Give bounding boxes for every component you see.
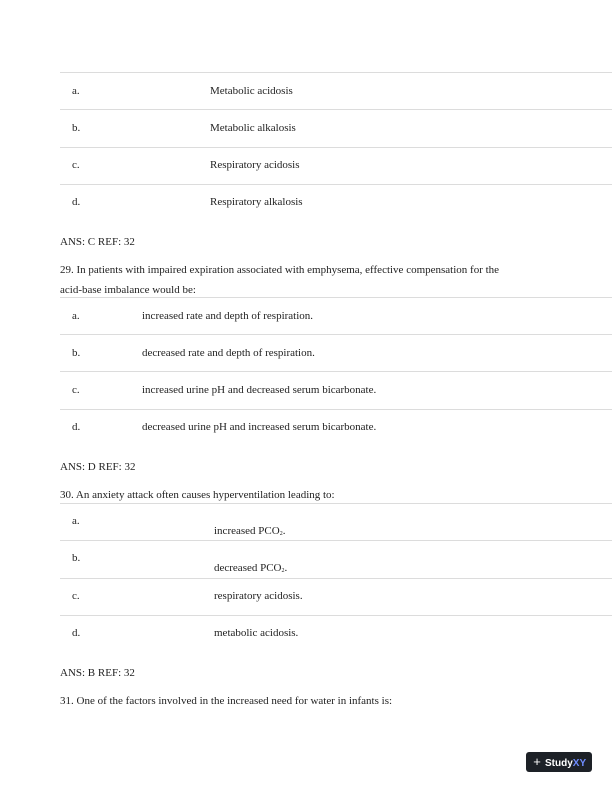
- divider: [60, 503, 612, 504]
- divider: [60, 409, 612, 410]
- divider: [60, 297, 612, 298]
- divider: [60, 371, 612, 372]
- option-text: increased urine pH and decreased serum bicarbonate.: [142, 384, 377, 396]
- option-text: Respiratory acidosis: [210, 159, 300, 171]
- option-text: Metabolic alkalosis: [210, 122, 296, 134]
- answer-line: ANS: C REF: 32: [60, 236, 135, 248]
- option-text-end: .: [284, 562, 288, 574]
- divider: [60, 72, 612, 73]
- divider: [60, 540, 612, 541]
- option-letter: d.: [72, 627, 81, 639]
- option-letter: c.: [72, 590, 80, 602]
- option-text-main: decreased PCO: [214, 562, 282, 574]
- divider: [60, 184, 612, 185]
- option-letter: a.: [72, 310, 80, 322]
- studyxy-badge[interactable]: [526, 752, 592, 772]
- option-letter: d.: [72, 421, 81, 433]
- option-text: metabolic acidosis.: [214, 627, 299, 639]
- question-text: 31. One of the factors involved in the increased need for water in infants is:: [60, 695, 393, 707]
- option-letter: d.: [72, 196, 81, 208]
- plus-icon: +: [533, 754, 541, 769]
- subscript: 2: [279, 531, 283, 537]
- option-letter: b.: [72, 552, 81, 564]
- question-text: 30. An anxiety attack often causes hyperventilation leading to:: [60, 489, 335, 501]
- brand-name-main: Study: [545, 758, 573, 769]
- option-text: decreased urine pH and increased serum bicarbonate.: [142, 421, 377, 433]
- option-text: respiratory acidosis.: [214, 590, 303, 602]
- option-letter: b.: [72, 122, 81, 134]
- option-letter: c.: [72, 384, 80, 396]
- question-text-continued: acid-base imbalance would be:: [60, 284, 196, 296]
- option-letter: a.: [72, 85, 80, 97]
- option-text: Metabolic acidosis: [210, 85, 293, 97]
- option-text: decreased rate and depth of respiration.: [142, 347, 315, 359]
- option-letter: a.: [72, 515, 80, 527]
- option-letter: c.: [72, 159, 80, 171]
- question-text: 29. In patients with impaired expiration associated with emphysema, effective compensation for the: [60, 264, 500, 276]
- option-text-end: .: [282, 525, 286, 537]
- option-text: [214, 524, 285, 541]
- divider: [60, 334, 612, 335]
- option-text: [214, 561, 287, 578]
- answer-line: ANS: B REF: 32: [60, 667, 135, 679]
- divider: [60, 615, 612, 616]
- answer-line: ANS: D REF: 32: [60, 461, 136, 473]
- subscript: 2: [281, 568, 285, 574]
- option-text: Respiratory alkalosis: [210, 196, 303, 208]
- option-letter: b.: [72, 347, 81, 359]
- divider: [60, 147, 612, 148]
- option-text-main: increased PCO: [214, 525, 280, 537]
- brand-name-accent: XY: [572, 758, 587, 769]
- divider: [60, 109, 612, 110]
- option-text: increased rate and depth of respiration.: [142, 310, 314, 322]
- divider: [60, 578, 612, 579]
